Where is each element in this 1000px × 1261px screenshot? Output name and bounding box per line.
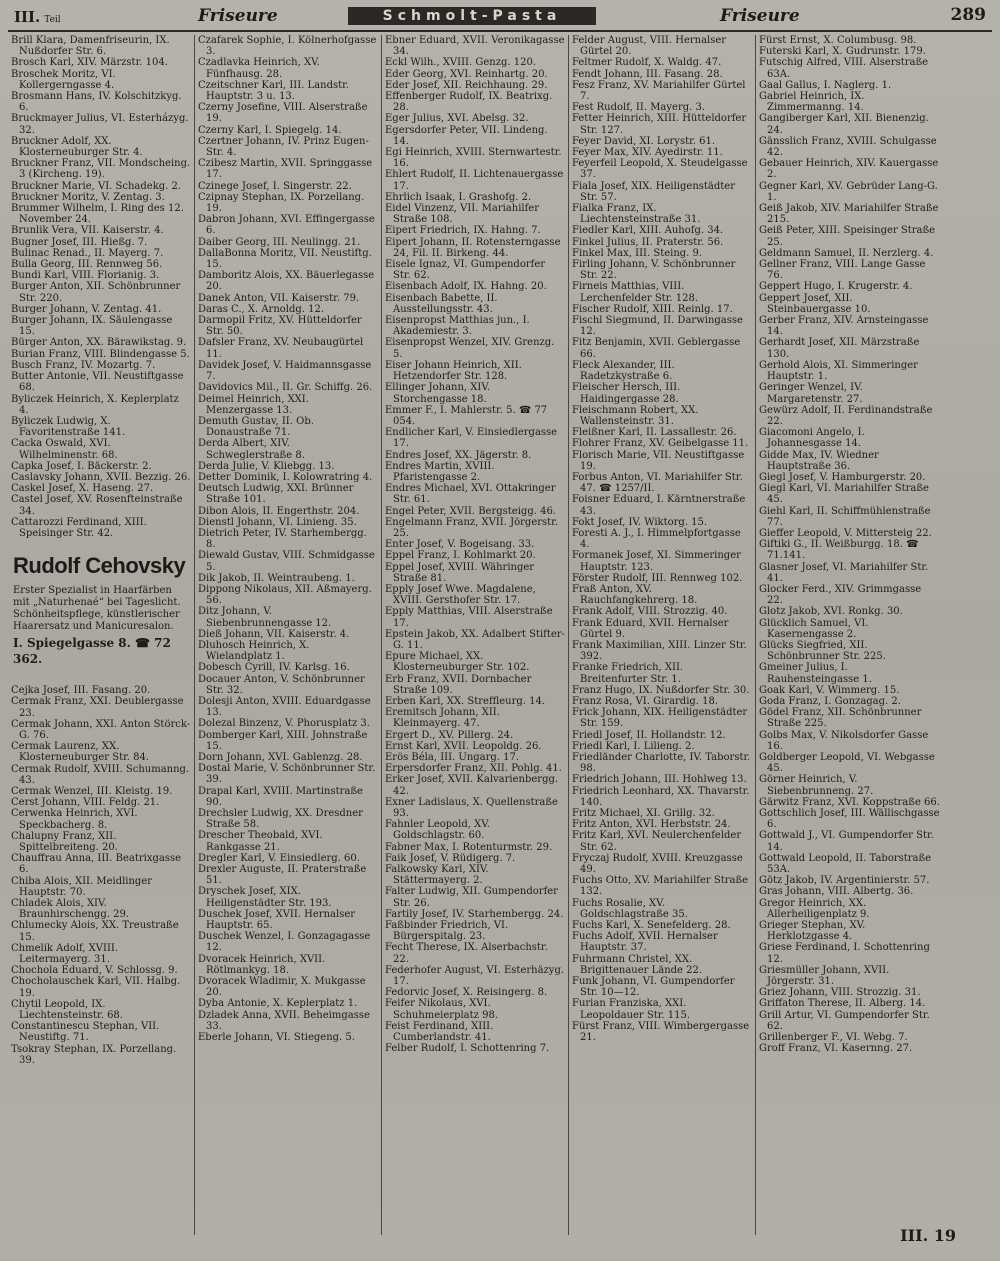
directory-entry: Formanek Josef, XI. Simmeringer Hauptstr. 123. bbox=[572, 550, 741, 573]
column-1-entries-top bbox=[11, 35, 191, 539]
column-5-entries bbox=[759, 35, 940, 1054]
directory-entry: Gidde Max, IV. Wiedner Hauptstraße 36. bbox=[759, 449, 879, 472]
column-5 bbox=[756, 35, 943, 1235]
directory-entry: Griez Johann, VIII. Strozzig. 31. bbox=[759, 987, 921, 999]
directory-entry: Erpersdorfer Franz, XII. Pohlg. 41. bbox=[385, 763, 562, 775]
directory-entry: Gieffer Leopold, V. Mittersteig 22. bbox=[759, 527, 932, 539]
directory-entry: Grill Artur, VI. Gumpendorfer Str. 62. bbox=[759, 1009, 930, 1032]
directory-entry: Dabron Johann, XVI. Effingergasse 6. bbox=[198, 214, 375, 237]
directory-entry: Eisenbach Babette, II. Ausstellungsstr. 43. bbox=[385, 292, 498, 315]
directory-entry: Fialka Franz, IX. Liechtensteinstraße 31. bbox=[572, 203, 701, 226]
directory-entry: Fuchs Karl, X. Senefelderg. 28. bbox=[572, 920, 731, 932]
directory-entry: Gewürz Adolf, II. Ferdinandstraße 22. bbox=[759, 404, 933, 427]
directory-entry: Glocker Ferd., XIV. Grimmgasse 22. bbox=[759, 583, 922, 607]
directory-entry: Gebauer Heinrich, XIV. Kauergasse 2. bbox=[759, 158, 939, 181]
directory-entry: Fleischer Hersch, III. Haidingergasse 28. bbox=[572, 382, 681, 405]
directory-entry: Chlumecky Alois, XX. Treustraße 15. bbox=[11, 920, 179, 943]
directory-entry: Gottwald J., VI. Gumpendorfer Str. 14. bbox=[759, 830, 934, 853]
directory-entry: Feyer David, XI. Lorystr. 61. bbox=[572, 135, 716, 147]
directory-entry: Futerski Karl, X. Gudrunstr. 179. bbox=[759, 46, 926, 58]
directory-entry: Görner Heinrich, V. Siebenbrunneng. 27. bbox=[759, 774, 874, 797]
directory-entry: Brosch Karl, XIV. Märzstr. 104. bbox=[11, 57, 168, 69]
directory-entry: Goldberger Leopold, VI. Webgasse 45. bbox=[759, 752, 935, 775]
directory-entry: Friedländer Charlotte, IV. Taborstr. 98. bbox=[572, 752, 751, 775]
directory-entry: Finkel Max, III. Steing. 9. bbox=[572, 247, 703, 259]
directory-entry: Giegl Josef, V. Hamburgerstr. 20. bbox=[759, 471, 926, 483]
directory-entry: Falter Ludwig, XII. Gumpendorfer Str. 26. bbox=[385, 886, 558, 909]
directory-entry: Demuth Gustav, II. Ob. Donaustraße 71. bbox=[198, 415, 314, 439]
directory-entry: Forbus Anton, VI. Mariahilfer Str. 47. ☎ 1257/II. bbox=[572, 471, 743, 495]
directory-entry: Cermak Laurenz, XX. Klosterneuburger Str. 84. bbox=[11, 741, 150, 764]
directory-entry: Fuchs Rosalie, XV. Goldschlagstraße 35. bbox=[572, 897, 688, 920]
directory-entry: Fitz Benjamin, XVII. Geblergasse 66. bbox=[572, 337, 741, 360]
directory-entry: Byliczek Ludwig, X. Favoritenstraße 141. bbox=[11, 415, 126, 439]
directory-entry: Geringer Wenzel, IV. Margaretenstr. 27. bbox=[759, 382, 863, 405]
directory-entry: Dibon Alois, II. Engerthstr. 204. bbox=[198, 505, 360, 517]
directory-entry: Eckl Wilh., XVIII. Genzg. 120. bbox=[385, 57, 537, 69]
directory-entry: Constantinescu Stephan, VII. Neustiftg. 71. bbox=[11, 1021, 160, 1044]
directory-entry: Giftiki G., II. Weißburgg. 18. ☎ 71.141. bbox=[759, 539, 919, 562]
directory-entry: Felder August, VIII. Hernalser Gürtel 20. bbox=[572, 35, 727, 58]
directory-entry: Feyer Max, XIV. Ayedirstr. 11. bbox=[572, 147, 723, 159]
directory-entry: Czinege Josef, I. Singerstr. 22. bbox=[198, 180, 352, 192]
directory-entry: Gänsslich Franz, XVIII. Schulgasse 42. bbox=[759, 135, 937, 159]
directory-entry: Friedrich Leonhard, XX. Thavarstr. 140. bbox=[572, 785, 750, 808]
directory-entry: Bulla Georg, III. Rennweg 56. bbox=[11, 259, 163, 271]
directory-entry: Duschek Josef, XVII. Hernalser Hauptstr. 65. bbox=[198, 908, 356, 932]
directory-entry: Fiala Josef, XIX. Heiligenstädter Str. 57. bbox=[572, 180, 735, 203]
directory-entry: Giacomoni Angelo, I. Johannesgasse 14. bbox=[759, 427, 865, 450]
section-label: III. Teil bbox=[14, 8, 61, 26]
directory-entry: Bruckmayer Julius, VI. Esterházyg. 32. bbox=[11, 113, 189, 136]
directory-entry: Dolesji Anton, XVIII. Eduardgasse 13. bbox=[198, 695, 371, 719]
directory-entry: Dorn Johann, XVI. Gablenzg. 28. bbox=[198, 752, 363, 763]
directory-entry: Egi Heinrich, XVIII. Sternwartestr. 16. bbox=[385, 147, 562, 170]
directory-entry: Bruckner Moritz, V. Zentag. 3. bbox=[11, 191, 165, 203]
directory-entry: Eidel Vinzenz, VII. Mariahilfer Straße 108. bbox=[385, 203, 539, 226]
column-1-entries-bottom bbox=[11, 685, 191, 1066]
directory-entry: Faik Josef, V. Rüdigerg. 7. bbox=[385, 852, 516, 864]
directory-entry: Geiß Peter, XIII. Speisinger Straße 25. bbox=[759, 225, 936, 248]
directory-entry: Butter Antonie, VII. Neustiftgasse 68. bbox=[11, 371, 184, 394]
directory-entry: DallaBonna Moritz, VII. Neustiftg. 15. bbox=[198, 247, 372, 271]
directory-entry: Burger Anton, XII. Schönbrunner Str. 220. bbox=[11, 281, 181, 304]
directory-entry: Eppel Franz, I. Kohlmarkt 20. bbox=[385, 550, 536, 562]
directory-entry: Golbs Max, V. Nikolsdorfer Gasse 16. bbox=[759, 729, 929, 752]
directory-entry: Detter Dominik, I. Kolowratring 4. bbox=[198, 471, 373, 483]
ad-line: Erster Spezialist in Haarfärben bbox=[13, 585, 172, 597]
directory-entry: Ellinger Johann, XIV. Storchengasse 18. bbox=[385, 382, 491, 405]
directory-entry: Friedl Josef, II. Hollandstr. 12. bbox=[572, 729, 726, 741]
directory-entry: Giegl Karl, VI. Mariahilfer Straße 45. bbox=[759, 483, 929, 506]
directory-entry: Erb Franz, XVII. Dornbacher Straße 109. bbox=[385, 673, 532, 696]
column-1 bbox=[8, 35, 195, 1235]
directory-entry: Fuchs Otto, XV. Mariahilfer Straße 132. bbox=[572, 875, 749, 898]
directory-entry: Gottschlich Josef, III. Wällischgasse 6. bbox=[759, 808, 940, 831]
directory-entry: Endres Martin, XVIII. Pfaristengasse 2. bbox=[385, 460, 495, 483]
directory-entry: Chocholauschek Karl, VII. Halbg. 19. bbox=[11, 976, 181, 999]
directory-entry: Ehlert Rudolf, II. Lichtenauergasse 17. bbox=[385, 169, 564, 192]
directory-entry: Tsokray Stephan, IX. Porzellang. 39. bbox=[11, 1043, 177, 1066]
directory-entry: Fleißner Karl, II. Lassallestr. 26. bbox=[572, 427, 737, 439]
directory-entry: Dostal Marie, V. Schönbrunner Str. 39. bbox=[198, 763, 376, 786]
directory-entry: Fleischmann Robert, XX. Wallensteinstr. 31. bbox=[572, 404, 699, 427]
directory-entry: Feifer Nikolaus, XVI. Schuhmeierplatz 98. bbox=[385, 998, 498, 1021]
directory-entry: Gregor Heinrich, XX. Allerheiligenplatz 9. bbox=[759, 897, 870, 920]
directory-entry: Fraß Anton, XV. Rauchfangkehrerg. 18. bbox=[572, 583, 698, 607]
directory-entry: Dyba Antonie, X. Keplerplatz 1. bbox=[198, 998, 358, 1010]
directory-entry: Gödel Franz, XII. Schönbrunner Straße 225. bbox=[759, 707, 922, 730]
directory-entry: Fendt Johann, III. Fasang. 28. bbox=[572, 68, 723, 80]
directory-entry: Dafsler Franz, XV. Neubaugürtel 11. bbox=[198, 337, 364, 360]
directory-entry: Epstein Jakob, XX. Adalbert Stifter-G. 11. bbox=[385, 628, 565, 651]
directory-entry: Eppel Josef, XVIII. Währinger Straße 81. bbox=[385, 561, 535, 584]
directory-entry: Förster Rudolf, III. Rennweg 102. bbox=[572, 572, 743, 584]
directory-entry: Epply Josef Wwe. Magdalene, XVIII. Gersthofer Str. 17. bbox=[385, 583, 536, 607]
column-2-entries bbox=[198, 35, 378, 1043]
directory-entry: Dietrich Peter, IV. Starhembergg. 8. bbox=[198, 527, 367, 551]
directory-entry: Eder Georg, XVI. Reinhartg. 20. bbox=[385, 68, 548, 80]
directory-entry: Groff Franz, VI. Kasernng. 27. bbox=[759, 1043, 913, 1055]
directory-entry: Dolezal Binzenz, V. Phorusplatz 3. bbox=[198, 718, 370, 730]
directory-entry: Firling Johann, V. Schönbrunner Str. 22. bbox=[572, 259, 736, 282]
directory-entry: Dregler Karl, V. Einsiedlerg. 60. bbox=[198, 852, 360, 864]
directory-entry: Derda Julie, V. Kliebgg. 13. bbox=[198, 460, 335, 472]
directory-entry: Fritz Karl, XVI. Neulerchenfelder Str. 62. bbox=[572, 830, 742, 853]
directory-entry: Giehl Karl, II. Schiffmühlenstraße 77. bbox=[759, 505, 931, 528]
directory-entry: Glücklich Samuel, VI. Kasernengasse 2. bbox=[759, 617, 869, 640]
directory-entry: Feyerfeil Leopold, X. Steudelgasse 37. bbox=[572, 158, 748, 181]
directory-entry: Egersdorfer Peter, VII. Lindeng. 14. bbox=[385, 124, 548, 147]
directory-entry: Fabner Max, I. Rotenturmstr. 29. bbox=[385, 841, 553, 853]
directory-entry: Geiß Jakob, XIV. Mariahilfer Straße 215. bbox=[759, 203, 939, 226]
directory-entry: Davidek Josef, V. Haidmannsgasse 7. bbox=[198, 359, 372, 383]
directory-entry: Czibesz Martin, XVII. Springgasse 17. bbox=[198, 158, 373, 181]
directory-entry: Franz Rosa, VI. Girardig. 18. bbox=[572, 695, 719, 707]
directory-entry: Burger Johann, V. Zentag. 41. bbox=[11, 303, 162, 315]
column-3-entries bbox=[385, 35, 565, 1054]
directory-entry: Gerber Franz, XIV. Arnsteingasse 14. bbox=[759, 315, 929, 338]
directory-entry: Eger Julius, XVI. Abelsg. 32. bbox=[385, 113, 529, 125]
directory-entry: Broschek Moritz, VI. Kollergerngasse 4. bbox=[11, 68, 116, 91]
directory-entry: Eisele Ignaz, VI. Gumpendorfer Str. 62. bbox=[385, 259, 546, 282]
sheet-signature: III. 19 bbox=[900, 1226, 956, 1245]
directory-entry: Götz Jakob, IV. Argentinierstr. 57. bbox=[759, 875, 930, 887]
directory-entry: Chauffrau Anna, III. Beatrixgasse 6. bbox=[11, 853, 181, 876]
directory-entry: Fest Rudolf, II. Mayerg. 3. bbox=[572, 102, 706, 114]
directory-entry: Fleck Alexander, III. Radetzkystraße 6. bbox=[572, 359, 675, 383]
directory-entry: Franke Friedrich, XII. Breitenfurter Str. 1. bbox=[572, 662, 684, 685]
directory-entry: Capka Josef, I. Bäckerstr. 2. bbox=[11, 460, 152, 472]
directory-entry: Griese Ferdinand, I. Schottenring 12. bbox=[759, 942, 930, 965]
directory-entry: Czerny Karl, I. Spiegelg. 14. bbox=[198, 124, 342, 136]
directory-entry: Drescher Theobald, XVI. Rankgasse 21. bbox=[198, 830, 323, 853]
directory-entry: Griffaton Therese, II. Alberg. 14. bbox=[759, 998, 926, 1010]
directory-entry: Eremitsch Johann, XII. Kleinmayerg. 47. bbox=[385, 707, 500, 730]
directory-columns bbox=[8, 35, 992, 1235]
directory-entry: Danek Anton, VII. Kaiserstr. 79. bbox=[198, 292, 360, 304]
directory-entry: Dobesch Cyrill, IV. Karlsg. 16. bbox=[198, 662, 350, 674]
directory-entry: Franz Hugo, IX. Nußdorfer Str. 30. bbox=[572, 684, 750, 696]
directory-entry: Felber Rudolf, I. Schottenring 7. bbox=[385, 1043, 550, 1055]
directory-entry: Futschig Alfred, VIII. Alserstraße 63A. bbox=[759, 57, 929, 80]
directory-entry: Dryschek Josef, XIX. Heiligenstädter Str. 193. bbox=[198, 886, 332, 909]
directory-entry: Bulinac Renad., II. Mayerg. 7. bbox=[11, 247, 164, 259]
directory-entry: Brummer Wilhelm, I. Ring des 12. November 24. bbox=[11, 203, 184, 226]
directory-entry: Eipert Johann, II. Rotensterngasse 24, Fil. II. Birkeng. 44. bbox=[385, 236, 561, 259]
directory-entry: Ditz Johann, V. Siebenbrunnengasse 12. bbox=[198, 606, 332, 629]
directory-entry: Burger Johann, IX. Säulengasse 15. bbox=[11, 315, 173, 338]
directory-entry: Engel Peter, XVII. Bergsteigg. 46. bbox=[385, 505, 556, 517]
directory-entry: Endres Michael, XVI. Ottakringer Str. 61. bbox=[385, 483, 556, 506]
directory-entry: Cejka Josef, III. Fasang. 20. bbox=[11, 685, 151, 697]
directory-entry: Geppert Hugo, I. Krugerstr. 4. bbox=[759, 281, 913, 293]
directory-entry: Davidovics Mil., II. Gr. Schiffg. 26. bbox=[198, 382, 373, 394]
directory-entry: Fryczaj Rudolf, XVIII. Kreuzgasse 49. bbox=[572, 852, 743, 876]
directory-entry: Goak Karl, V. Wimmerg. 15. bbox=[759, 684, 900, 696]
directory-entry: Cermak Rudolf, XVIII. Schumanng. 43. bbox=[11, 763, 190, 786]
directory-entry: Eiser Johann Heinrich, XII. Hetzendorfer Str. 128. bbox=[385, 359, 522, 383]
column-4-entries bbox=[572, 35, 752, 1043]
directory-entry: Eipert Friedrich, IX. Hahng. 7. bbox=[385, 225, 541, 237]
directory-entry: Frank Adolf, VIII. Strozzig. 40. bbox=[572, 606, 728, 618]
directory-entry: Epply Matthias, VIII. Alserstraße 17. bbox=[385, 606, 553, 629]
directory-entry: Cermak Johann, XXI. Anton Störck-G. 76. bbox=[11, 718, 191, 741]
directory-entry: Fetter Heinrich, XIII. Hütteldorfer Str. 127. bbox=[572, 113, 747, 136]
directory-entry: Frank Eduard, XVII. Hernalser Gürtel 9. bbox=[572, 617, 729, 640]
directory-entry: Gerhardt Josef, XII. Märzstraße 130. bbox=[759, 337, 920, 360]
advertisement-box bbox=[11, 553, 191, 667]
directory-entry: Fürst Franz, VIII. Wimbergergasse 21. bbox=[572, 1020, 750, 1044]
directory-entry: Grieger Stephan, XV. Herklotzgasse 4. bbox=[759, 920, 866, 943]
directory-entry: Effenberger Rudolf, IX. Beatrixg. 28. bbox=[385, 91, 553, 114]
directory-entry: Ergert D., XV. Pillerg. 24. bbox=[385, 729, 514, 741]
directory-entry: Ebner Eduard, XVII. Veronikagasse 34. bbox=[385, 35, 565, 58]
directory-entry: Gras Johann, VIII. Albertg. 36. bbox=[759, 886, 914, 898]
directory-entry: Czipnay Stephan, IX. Porzellang. 19. bbox=[198, 191, 365, 215]
directory-entry: Gottwald Leopold, II. Taborstraße 53A. bbox=[759, 852, 932, 876]
directory-entry: Daiber Georg, III. Neulingg. 21. bbox=[198, 236, 361, 248]
directory-entry: Domberger Karl, XIII. Johnstraße 15. bbox=[198, 729, 368, 752]
directory-entry: Falkowsky Karl, XIV. Stättermayerg. 2. bbox=[385, 864, 489, 887]
directory-entry: Foresti A. J., I. Himmelpfortgasse 4. bbox=[572, 527, 741, 551]
directory-entry: Cermak Wenzel, III. Kleistg. 19. bbox=[11, 785, 173, 797]
page-number: 289 bbox=[950, 5, 986, 25]
ad-line: Schönheitspflege, künstlerischer bbox=[13, 609, 180, 621]
directory-entry: Fokt Josef, IV. Wiktorg. 15. bbox=[572, 516, 708, 528]
directory-entry: Fuhrmann Christel, XX. Brigittenauer Lände 22. bbox=[572, 953, 703, 976]
directory-entry: Fuchs Adolf, XVII. Hernalser Hauptstr. 37. bbox=[572, 931, 718, 954]
directory-entry: Enter Josef, V. Bogeisang. 33. bbox=[385, 539, 535, 551]
directory-entry: Duschek Wenzel, I. Gonzagagasse 12. bbox=[198, 931, 371, 954]
directory-entry: Florisch Marie, VII. Neustiftgasse 19. bbox=[572, 449, 745, 472]
directory-entry: Deutsch Ludwig, XXI. Brünner Straße 101. bbox=[198, 483, 354, 506]
directory-entry: Glücks Siegfried, XII. Schönbrunner Str. 225. bbox=[759, 639, 886, 663]
directory-entry: Burian Franz, VIII. Blindengasse 5. bbox=[11, 348, 190, 360]
directory-entry: Docauer Anton, V. Schönbrunner Str. 32. bbox=[198, 673, 365, 696]
directory-entry: Emmer F., I. Mahlerstr. 5. ☎ 77 054. bbox=[385, 404, 548, 427]
directory-entry: Fecht Therese, IX. Alserbachstr. 22. bbox=[385, 942, 548, 965]
directory-entry: Grillenberger F., VI. Webg. 7. bbox=[759, 1032, 908, 1044]
directory-entry: Eisenbach Adolf, IX. Hahng. 20. bbox=[385, 281, 547, 293]
directory-entry: Faßbinder Friedrich, VI. Bürgerspitalg. 23. bbox=[385, 920, 509, 943]
directory-entry: Bruckner Adolf, XX. Klosterneuburger Str. 4. bbox=[11, 135, 143, 159]
directory-entry: Gmeiner Julius, I. Rauhensteingasse 1. bbox=[759, 662, 872, 685]
directory-entry: Frick Johann, XIX. Heiligenstädter Str. 159. bbox=[572, 707, 748, 730]
directory-entry: Dzladek Anna, XVII. Beheimgasse 33. bbox=[198, 1009, 370, 1032]
directory-entry: Fischl Siegmund, II. Darwingasse 12. bbox=[572, 315, 743, 338]
directory-entry: Cacka Oswald, XVI. Wilhelminenstr. 68. bbox=[11, 438, 118, 461]
directory-entry: Brunlik Vera, VII. Kaiserstr. 4. bbox=[11, 225, 164, 237]
directory-entry: Glasner Josef, VI. Mariahilfer Str. 41. bbox=[759, 561, 929, 584]
directory-entry: Cerwenka Heinrich, XVI. Speckbacherg. 8. bbox=[11, 808, 138, 831]
directory-entry: Gegner Karl, XV. Gebrüder Lang-G. 1. bbox=[759, 180, 938, 203]
directory-entry: Drapal Karl, XVIII. Martinstraße 90. bbox=[198, 785, 363, 808]
directory-entry: Eder Josef, XII. Reichhaung. 29. bbox=[385, 79, 548, 91]
directory-entry: Fesz Franz, XV. Mariahilfer Gürtel 7. bbox=[572, 79, 746, 103]
directory-entry: Bundi Karl, VIII. Florianig. 3. bbox=[11, 270, 160, 282]
directory-entry: Erker Josef, XVII. Kalvarienbergg. 42. bbox=[385, 774, 559, 797]
directory-entry: Chochola Eduard, V. Schlossg. 9. bbox=[11, 965, 178, 977]
advertisement-banner: Schmolt-Pasta bbox=[348, 7, 596, 25]
directory-entry: Fritz Anton, XVI. Herbststr. 24. bbox=[572, 819, 731, 831]
directory-entry: Dippong Nikolaus, XII. Aßmayerg. 56. bbox=[198, 583, 372, 607]
directory-entry: Glotz Jakob, XVI. Ronkg. 30. bbox=[759, 606, 903, 618]
directory-entry: Gellner Franz, VIII. Lange Gasse 76. bbox=[759, 259, 926, 282]
directory-entry: Firneis Matthias, VIII. Lerchenfelder Str. 128. bbox=[572, 281, 699, 304]
directory-entry: Frank Maximilian, XIII. Linzer Str. 392. bbox=[572, 639, 747, 663]
left-running-title: Friseure bbox=[198, 6, 278, 26]
directory-entry: Darmopil Fritz, XV. Hütteldorfer Str. 50. bbox=[198, 315, 362, 338]
directory-entry: Finkel Julius, II. Praterstr. 56. bbox=[572, 236, 724, 248]
ad-address: I. Spiegelgasse 8. ☎ 72 362. bbox=[13, 636, 171, 667]
directory-entry: Gärwitz Franz, XVI. Koppstraße 66. bbox=[759, 796, 940, 808]
directory-entry: Flohrer Franz, XV. Geibelgasse 11. bbox=[572, 438, 749, 450]
directory-entry: Czadlavka Heinrich, XV. Fünfhausg. 28. bbox=[198, 57, 320, 80]
directory-entry: Fiedler Karl, XIII. Auhofg. 34. bbox=[572, 225, 724, 237]
directory-entry: Caskel Josef, X. Haseng. 27. bbox=[11, 483, 154, 495]
directory-entry: Fischer Rudolf, XIII. Reinlg. 17. bbox=[572, 303, 733, 315]
directory-entry: Gerhold Alois, XI. Simmeringer Hauptstr. 1. bbox=[759, 359, 918, 383]
directory-entry: Dieß Johann, VII. Kaiserstr. 4. bbox=[198, 628, 350, 640]
directory-entry: Dienstl Johann, VI. Linieng. 35. bbox=[198, 516, 357, 528]
directory-entry: Friedrich Johann, III. Hohlweg 13. bbox=[572, 774, 747, 786]
directory-entry: Cattarozzi Ferdinand, XIII. Speisinger Str. 42. bbox=[11, 516, 147, 539]
directory-entry: Czeitschner Karl, III. Landstr. Hauptstr. 3 u. 13. bbox=[198, 79, 349, 103]
column-4 bbox=[569, 35, 756, 1235]
directory-entry: Dik Jakob, II. Weintraubeng. 1. bbox=[198, 572, 355, 584]
directory-entry: Dvoracek Heinrich, XVII. Rötlmankyg. 18. bbox=[198, 953, 326, 976]
directory-entry: Gaal Gallus, I. Naglerg. 1. bbox=[759, 79, 892, 91]
directory-entry: Derda Albert, XIV. Schweglerstraße 8. bbox=[198, 438, 305, 461]
directory-entry: Furian Franziska, XXI. Leopoldauer Str. 115. bbox=[572, 998, 691, 1021]
directory-entry: Drexler Auguste, II. Praterstraße 51. bbox=[198, 864, 367, 887]
directory-entry: Funk Johann, VI. Gumpendorfer Str. 10—12. bbox=[572, 976, 735, 999]
directory-entry: Fartily Josef, IV. Starhembergg. 24. bbox=[385, 908, 564, 920]
directory-entry: Diewald Gustav, VIII. Schmidgasse 5. bbox=[198, 550, 375, 573]
directory-entry: Federhofer August, VI. Esterhäzyg. 17. bbox=[385, 964, 565, 988]
directory-entry: Geppert Josef, XII. Steinbauergasse 10. bbox=[759, 292, 871, 315]
directory-entry: Eisenpropst Matthias jun., I. Akademiestr. 3. bbox=[385, 315, 530, 338]
directory-entry: Friedl Karl, I. Lilieng. 2. bbox=[572, 740, 695, 752]
directory-entry: Chalupny Franz, XII. Spittelbreiteng. 20. bbox=[11, 830, 118, 853]
directory-entry: Gangiberger Karl, XII. Bienenzig. 24. bbox=[759, 113, 929, 136]
directory-entry: Drechsler Ludwig, XX. Dresdner Straße 58. bbox=[198, 808, 363, 831]
page-header bbox=[8, 4, 992, 32]
directory-entry: Czerny Josefine, VIII. Alserstraße 19. bbox=[198, 102, 368, 125]
directory-entry: Fürst Ernst, X. Columbusg. 98. bbox=[759, 35, 917, 46]
column-2 bbox=[195, 35, 382, 1235]
directory-entry: Goda Franz, I. Gonzagag. 2. bbox=[759, 695, 901, 707]
directory-entry: Eberle Johann, VI. Stiegeng. 5. bbox=[198, 1032, 355, 1044]
directory-entry: Chytil Leopold, IX. Liechtensteinstr. 68. bbox=[11, 998, 123, 1022]
directory-entry: Ernst Karl, XVII. Leopoldg. 26. bbox=[385, 740, 542, 752]
directory-entry: Bruckner Franz, VII. Mondscheing. 3 (Kircheng. 19). bbox=[11, 158, 191, 181]
ad-line: mit „Naturhenaé“ bei Tageslicht. bbox=[13, 597, 181, 609]
directory-entry: Endlicher Karl, V. Einsiedlergasse 17. bbox=[385, 427, 558, 450]
directory-entry: Feist Ferdinand, XIII. Cumberlandstr. 41. bbox=[385, 1020, 494, 1044]
directory-entry: Dvoracek Wladimir, X. Mukgasse 20. bbox=[198, 976, 366, 999]
directory-entry: Brosmann Hans, IV. Kolschitzkyg. 6. bbox=[11, 91, 182, 114]
directory-entry: Chmelik Adolf, XVIII. Leitermayerg. 31. bbox=[11, 942, 119, 966]
directory-entry: Bruckner Marie, VI. Schadekg. 2. bbox=[11, 180, 182, 192]
directory-entry: Geldmann Samuel, II. Nerzlerg. 4. bbox=[759, 247, 934, 259]
directory-entry: Damboritz Alois, XX. Bäuerlegasse 20. bbox=[198, 270, 375, 293]
directory-entry: Erben Karl, XX. Streffleurg. 14. bbox=[385, 695, 546, 707]
directory-entry: Fedorvic Josef, X. Reisingerg. 8. bbox=[385, 987, 548, 999]
directory-entry: Eisenpropst Wenzel, XIV. Grenzg. 5. bbox=[385, 337, 555, 360]
ad-business-name: Rudolf Cehovsky bbox=[13, 553, 186, 579]
ad-line: Haarersatz und Manicuresalon. bbox=[13, 621, 174, 633]
directory-entry: Bugner Josef, III. Hießg. 7. bbox=[11, 236, 148, 248]
directory-entry: Chladek Alois, XIV. Braunhirschengg. 29. bbox=[11, 898, 129, 921]
directory-entry: Busch Franz, IV. Mozartg. 7. bbox=[11, 359, 156, 371]
directory-entry: Foisner Eduard, I. Kärntnerstraße 43. bbox=[572, 494, 746, 517]
directory-entry: Feltmer Rudolf, X. Waldg. 47. bbox=[572, 57, 722, 69]
column-3 bbox=[382, 35, 569, 1235]
directory-entry: Epure Michael, XX. Klosterneuburger Str. 102. bbox=[385, 651, 530, 674]
directory-entry: Fritz Michael, XI. Grillg. 32. bbox=[572, 808, 715, 820]
directory-entry: Byliczek Heinrich, X. Keplerplatz 4. bbox=[11, 393, 179, 416]
directory-entry: Daras C., X. Arnoldg. 12. bbox=[198, 303, 325, 315]
directory-entry: Dluhosch Heinrich, X. Wielandplatz 1. bbox=[198, 639, 310, 663]
directory-entry: Cermak Franz, XXI. Deublergasse 23. bbox=[11, 696, 184, 719]
directory-entry: Caslavsky Johann, XVII. Bezzig. 26. bbox=[11, 471, 191, 483]
directory-entry: Deimel Heinrich, XXI. Menzergasse 13. bbox=[198, 393, 309, 416]
right-running-title: Friseure bbox=[720, 6, 800, 26]
directory-entry: Czertner Johann, IV. Prinz Eugen-Str. 4. bbox=[198, 135, 369, 159]
directory-entry: Engelmann Franz, XVII. Jörgerstr. 25. bbox=[385, 516, 559, 539]
directory-entry: Erös Béla, III. Ungarg. 17. bbox=[385, 752, 520, 763]
directory-entry: Czafarek Sophie, I. Kölnerhofgasse 3. bbox=[198, 35, 377, 58]
directory-entry: Cerst Johann, VIII. Feldg. 21. bbox=[11, 797, 160, 809]
directory-entry: Brill Klara, Damenfriseurin, IX. Nußdorfer Str. 6. bbox=[11, 35, 170, 58]
directory-entry: Bürger Anton, XX. Bärawikstag. 9. bbox=[11, 337, 187, 349]
directory-entry: Castel Josef, XV. Rosenfteinstraße 34. bbox=[11, 494, 183, 517]
directory-entry: Chiba Alois, XII. Meidlinger Hauptstr. 70. bbox=[11, 875, 153, 898]
directory-entry: Fahnler Leopold, XV. Goldschlagstr. 60. bbox=[385, 819, 490, 842]
directory-entry: Gabriel Heinrich, IX. Zimmermanng. 14. bbox=[759, 91, 865, 114]
directory-entry: Exner Ladislaus, X. Quellenstraße 93. bbox=[385, 796, 558, 820]
directory-entry: Ehrlich Isaak, I. Grashofg. 2. bbox=[385, 191, 532, 203]
directory-entry: Griesmüller Johann, XVII. Jörgerstr. 31. bbox=[759, 964, 890, 988]
directory-entry: Endres Josef, XX. Jägerstr. 8. bbox=[385, 449, 532, 461]
